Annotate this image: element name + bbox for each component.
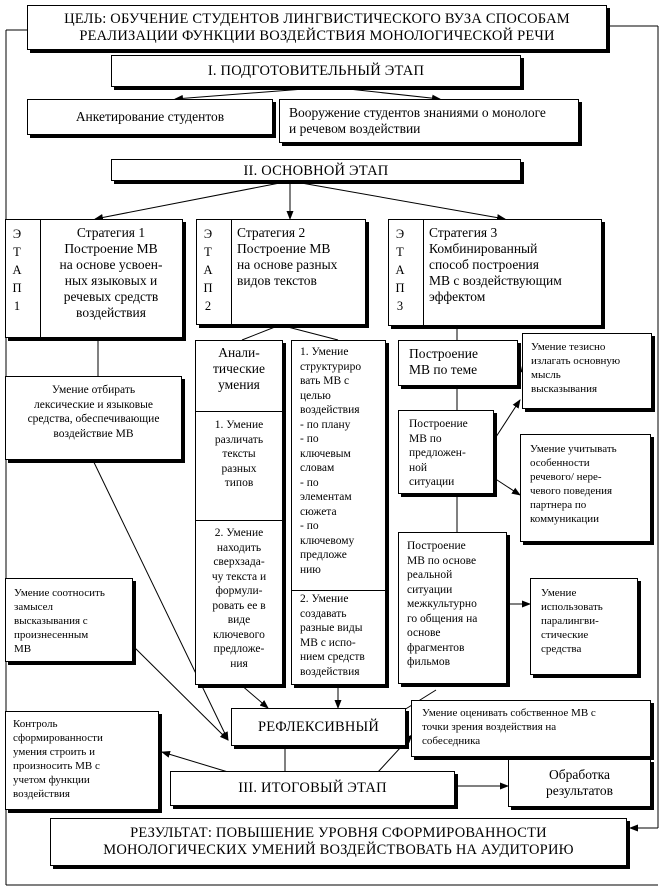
etap2-label: Э Т А П 2 [203, 227, 213, 313]
analytic-item-2: 2. Умение находить сверхзада- чу текста и формули- ровать ее в виде ключевого предложе- ния [211, 527, 267, 670]
strategy2-divider [231, 220, 232, 324]
build-topic-text: Построение МВ по теме [409, 346, 478, 377]
etap1-label: Э Т А П 1 [12, 227, 22, 313]
strategy1-box [5, 219, 183, 338]
stage1-text: I. ПОДГОТОВИТЕЛЬНЫЙ ЭТАП [207, 63, 425, 79]
result-box [50, 818, 627, 866]
stage3-text: III. ИТОГОВЫЙ ЭТАП [238, 780, 387, 796]
processing-text: Обработка результатов [545, 767, 614, 798]
skill-partner-text: Умение учитывать особенности речевого/ нере- чевого поведения партнера по коммуникации [530, 443, 617, 525]
skill-select-text: Умение отбирать лексические и языковые средства, обеспечивающие воздействие МВ [27, 384, 160, 440]
build-topic-box [398, 340, 518, 386]
reflexive-text: РЕФЛЕКСИВНЫЙ [257, 719, 380, 735]
build-real-box [398, 532, 507, 684]
skill-thesis-box [522, 333, 652, 409]
analytic-divider-2 [196, 520, 282, 521]
struct-column [291, 340, 386, 685]
survey-box [27, 99, 273, 135]
strategy3-box [388, 219, 602, 326]
skill-correlate-text: Умение соотносить замысел высказывания с произнесенным МВ [14, 587, 105, 655]
skill-select-box [5, 376, 182, 460]
goal-text: ЦЕЛЬ: ОБУЧЕНИЕ СТУДЕНТОВ ЛИНГВИСТИЧЕСКОГО ВУЗА СПОСОБАМ РЕАЛИЗАЦИИ ФУНКЦИИ ВОЗДЕЙСТВИЯ МОНОЛОГИЧЕСКОЙ РЕЧИ [64, 11, 570, 44]
skill-paraling-box [530, 578, 638, 675]
analytic-column [195, 340, 283, 685]
skill-paraling-text: Умение использовать паралингви- стические средства [541, 587, 603, 655]
skill-correlate-box [5, 578, 133, 662]
skill-partner-box [520, 434, 651, 542]
survey-text: Анкетирование студентов [75, 109, 225, 124]
stage3-box [170, 771, 455, 806]
stage2-box [111, 159, 521, 181]
analytic-divider-1 [196, 411, 282, 412]
analytic-item-1: 1. Умение различать тексты разных типов [214, 419, 264, 489]
strategy1-text: Стратегия 1 Построение МВ на основе усвоен- ных языковых и речевых средств воздействия [59, 225, 163, 320]
stage2-text: II. ОСНОВНОЙ ЭТАП [243, 163, 389, 179]
result-text: РЕЗУЛЬТАТ: ПОВЫШЕНИЕ УРОВНЯ СФОРМИРОВАННОСТИ МОНОЛОГИЧЕСКИХ УМЕНИЙ ВОЗДЕЙСТВОВАТЬ НА АУДИТОРИЮ [103, 825, 574, 858]
goal-box [27, 5, 607, 50]
build-situation-text: Построение МВ по предложен- ной ситуации [409, 418, 468, 488]
skill-evaluate-box [411, 700, 651, 757]
build-situation-box [398, 410, 494, 494]
skill-evaluate-text: Умение оценивать собственное МВ с точки зрения воздействия на собеседника [422, 707, 596, 747]
struct-item-1: 1. Умение структуриро вать МВ с целью воздействия - по плану - по ключевым словам - по элементам сюжета - по ключевому предложе нию [300, 346, 362, 576]
struct-item-2: 2. Умение создавать разные виды МВ с испо- нием средств воздействия [300, 593, 365, 678]
strategy3-divider [423, 220, 424, 325]
processing-box [508, 759, 651, 807]
control-text: Контроль сформированности умения строить и произносить МВ с учетом функции воздействия [13, 718, 103, 800]
skill-thesis-text: Умение тезисно излагать основную мысль высказывания [531, 341, 621, 395]
reflexive-box [231, 708, 406, 746]
build-real-text: Построение МВ по основе реальной ситуации межкультурно го общения на основе фрагментов фильмов [407, 540, 478, 668]
knowledge-box [279, 99, 579, 143]
strategy2-box [196, 219, 366, 325]
strategy2-text: Стратегия 2 Построение МВ на основе разных видов текстов [237, 225, 338, 288]
struct-divider [292, 590, 385, 591]
etap3-label: Э Т А П 3 [395, 227, 405, 313]
knowledge-text: Вооружение студентов знаниями о монологе и речевом воздействии [289, 105, 546, 136]
strategy3-text: Стратегия 3 Комбинированный способ построения МВ с воздействующим эффектом [429, 225, 562, 304]
analytic-title: Анали- тические умения [212, 345, 265, 392]
stage1-box [111, 55, 521, 87]
control-box [5, 711, 159, 810]
